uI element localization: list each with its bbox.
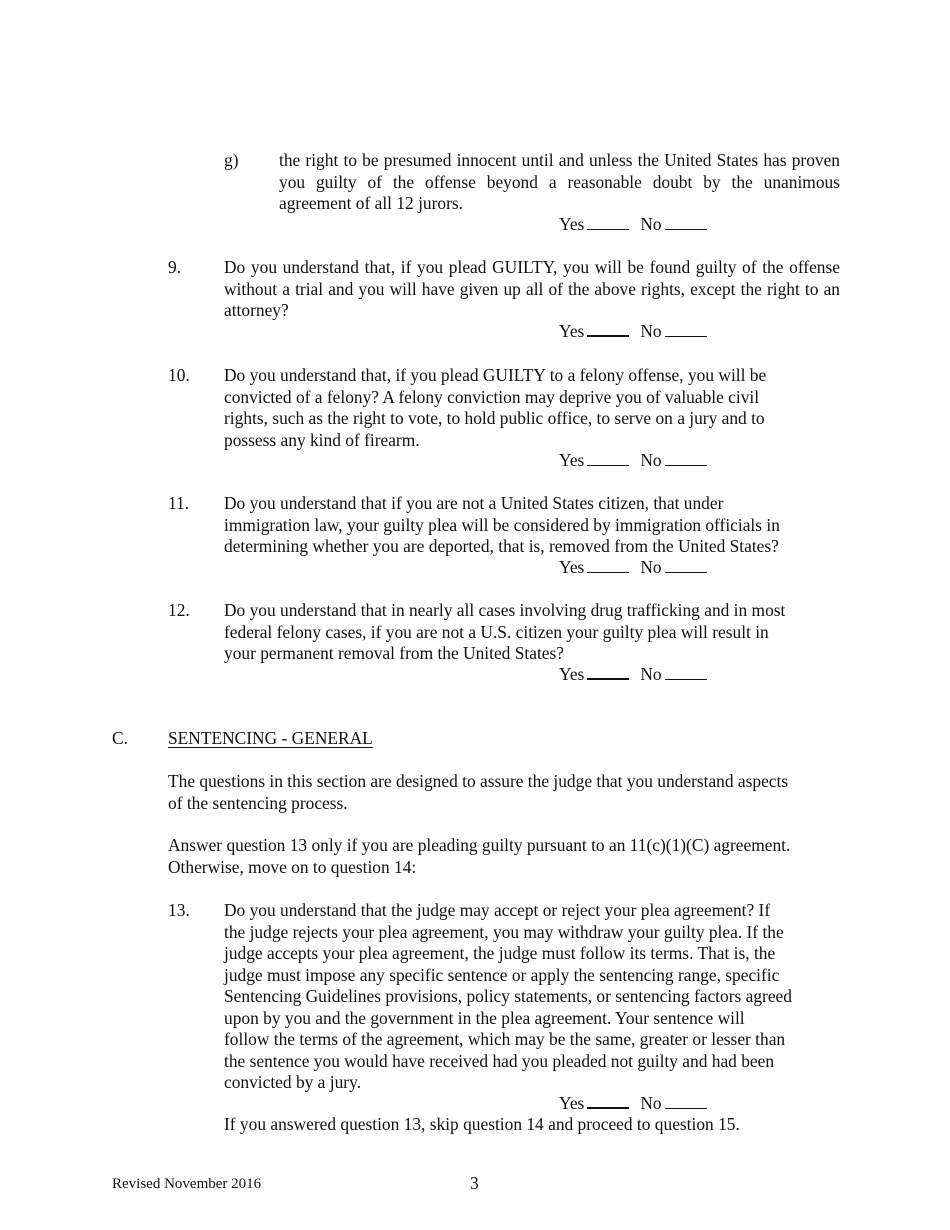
q9-text: Do you understand that, if you plead GUILTY, you will be found guilty of the offense without a trial and you will have given up all of the above rights, except the right to an attorney? xyxy=(224,257,840,320)
yes-label: Yes xyxy=(559,214,585,234)
q13-line: judge accepts your plea agreement, the judge must follow its terms. That is, the xyxy=(224,943,776,963)
no-blank[interactable] xyxy=(665,665,707,680)
intro-line: The questions in this section are designed to assure the judge that you understand aspects xyxy=(168,771,789,791)
q11-line: determining whether you are deported, that is, removed from the United States? xyxy=(224,536,779,556)
item-g-label: g) xyxy=(224,150,239,170)
section-c-instruction xyxy=(168,835,848,878)
no-blank[interactable] xyxy=(665,558,707,573)
yes-label: Yes xyxy=(559,1093,585,1113)
q11-text xyxy=(224,493,844,558)
q10-line: Do you understand that, if you plead GUILTY to a felony offense, you will be xyxy=(224,365,767,385)
q12-line: federal felony cases, if you are not a U.S. citizen your guilty plea will result in xyxy=(224,621,769,642)
no-label: No xyxy=(640,664,662,684)
q13-answer xyxy=(559,1093,707,1114)
q10-line: possess any kind of firearm. xyxy=(224,429,420,450)
section-c-letter: C. xyxy=(112,728,128,748)
item-g-answer xyxy=(559,214,707,235)
q13-line: judge must impose any specific sentence or apply the sentencing range, specific xyxy=(224,964,780,985)
intro-line: of the sentencing process. xyxy=(168,792,348,813)
page-number: 3 xyxy=(470,1173,479,1193)
q13-line: the sentence you would have received had you pleaded not guilty and had been xyxy=(224,1050,775,1071)
instruction-line: Otherwise, move on to question 14: xyxy=(168,856,417,877)
yes-blank[interactable] xyxy=(587,558,629,573)
section-c-intro xyxy=(168,771,848,814)
q11-line: Do you understand that if you are not a United States citizen, that under xyxy=(224,493,724,513)
instruction-line: Answer question 13 only if you are pleading guilty pursuant to an 11(c)(1)(C) agreement. xyxy=(168,835,791,855)
no-label: No xyxy=(640,1093,662,1113)
q13-number: 13. xyxy=(168,900,190,920)
yes-blank[interactable] xyxy=(587,1093,629,1109)
q10-text xyxy=(224,365,844,451)
item-g-text: the right to be presumed innocent until and unless the United States has proven you guilty of the offense beyond a reasonable doubt by the unanimous agreement of all 12 jurors. xyxy=(279,150,840,213)
q10-answer xyxy=(559,450,707,471)
yes-blank[interactable] xyxy=(587,321,629,337)
section-c-title: SENTENCING - GENERAL xyxy=(168,728,373,748)
no-label: No xyxy=(640,214,662,234)
no-blank[interactable] xyxy=(665,215,707,230)
q9-answer xyxy=(559,321,707,342)
yes-blank[interactable] xyxy=(587,451,629,466)
no-label: No xyxy=(640,450,662,470)
no-label: No xyxy=(640,557,662,577)
yes-label: Yes xyxy=(559,664,585,684)
yes-label: Yes xyxy=(559,450,585,470)
q13-text xyxy=(224,900,844,1094)
yes-label: Yes xyxy=(559,557,585,577)
yes-blank[interactable] xyxy=(587,664,629,680)
no-blank[interactable] xyxy=(665,322,707,337)
q12-number: 12. xyxy=(168,600,190,620)
q12-line: Do you understand that in nearly all cases involving drug trafficking and in most xyxy=(224,600,786,620)
yes-label: Yes xyxy=(559,321,585,341)
q13-line: the judge rejects your plea agreement, you may withdraw your guilty plea. If the xyxy=(224,921,784,942)
q11-answer xyxy=(559,557,707,578)
q10-number: 10. xyxy=(168,365,190,385)
q12-answer xyxy=(559,664,707,685)
q9-number: 9. xyxy=(168,257,182,277)
no-label: No xyxy=(640,321,662,341)
q13-line: follow the terms of the agreement, which may be the same, greater or lesser than xyxy=(224,1029,786,1049)
yes-blank[interactable] xyxy=(587,215,629,230)
q11-line: immigration law, your guilty plea will be considered by immigration officials in xyxy=(224,514,780,535)
q13-line: Sentencing Guidelines provisions, policy statements, or sentencing factors agreed xyxy=(224,986,792,1006)
q11-number: 11. xyxy=(168,493,190,513)
q12-text xyxy=(224,600,844,665)
no-blank[interactable] xyxy=(665,1094,707,1109)
q12-line: your permanent removal from the United States? xyxy=(224,643,564,663)
q10-line: rights, such as the right to vote, to hold public office, to serve on a jury and to xyxy=(224,408,765,428)
footer-revised: Revised November 2016 xyxy=(112,1176,262,1192)
q13-line: Do you understand that the judge may accept or reject your plea agreement? If xyxy=(224,900,771,920)
q13-followup: If you answered question 13, skip question 14 and proceed to question 15. xyxy=(224,1114,740,1134)
q13-line: upon by you and the government in the plea agreement. Your sentence will xyxy=(224,1007,745,1028)
q10-line: convicted of a felony? A felony conviction may deprive you of valuable civil xyxy=(224,386,760,407)
q13-line: convicted by a jury. xyxy=(224,1072,361,1092)
no-blank[interactable] xyxy=(665,451,707,466)
